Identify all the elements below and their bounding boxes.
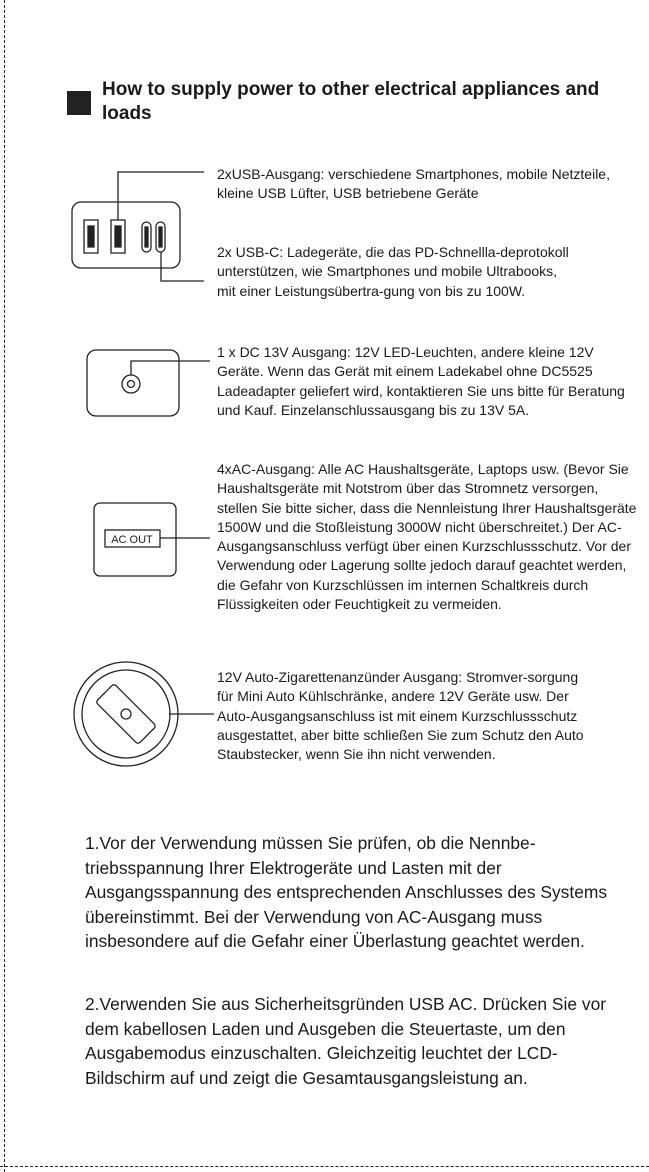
section-heading: How to supply power to other electrical appliances and loads — [102, 79, 600, 124]
car-socket-description: 12V Auto-Zigarettenanzünder Ausgang: Stromver-sorgung für Mini Auto Kühlschränke, andere 12V Geräte usw. Der Auto-Ausgangsanschluss ist mit einem Kurzschlussschutz ausgestattet, aber bitte schließen Sie zum Schutz den Auto Staubstecker, wenn Sie ihn nicht verwenden. — [217, 669, 584, 763]
note-paragraph-2: 2.Verwenden Sie aus Sicherheitsgründen USB AC. Drücken Sie vor dem kabellosen Laden und Ausgeben die Steuertaste, um den Ausgabemodus einzuschalten. Gleichzeitig leuchtet der LCD-Bildschirm auf und zeigt die Gesamtausgangsleistung an. — [85, 994, 607, 1088]
dc-panel-icon — [87, 350, 179, 416]
usb-a-description: 2xUSB-Ausgang: verschiedene Smartphones, mobile Netzteile, kleine USB Lüfter, USB betriebene Geräte — [217, 166, 610, 202]
usb-c-description: 2x USB-C: Ladegeräte, die das PD-Schnellla-deprotokoll unterstützen, wie Smartphones und mobile Ultrabooks, mit einer Leistungsübertra-gung von bis zu 100W. — [217, 244, 569, 299]
dc-port-icon — [122, 375, 140, 393]
car-socket-icon — [74, 662, 178, 766]
ac-out-label: AC OUT — [111, 534, 153, 546]
note-paragraph-1: 1.Vor der Verwendung müssen Sie prüfen, ob die Nennbe-triebsspannung Ihrer Elektrogeräte und Lasten mit der Ausgangsspannung des entsprechenden Anschlusses des Systems übereinstimmt. Bei der Verwendung von AC-Ausgang muss insbesondere auf die Gefahr einer Überlastung geachtet werden. — [85, 833, 608, 951]
dc-description: 1 x DC 13V Ausgang: 12V LED-Leuchten, andere kleine 12V Geräte. Wenn das Gerät mit einem Ladekabel ohne DC5525 Ladeadapter geliefert wird, kontaktieren Sie uns bitte für Beratung und Kauf. Einzelanschlussausgang bis zu 13V 5A. — [217, 344, 625, 418]
ac-description: 4xAC-Ausgang: Alle AC Haushaltsgeräte, Laptops usw. (Bevor Sie Haushaltsgeräte mit Notstrom über das Stromnetz versorgen, stellen Sie bitte sicher, dass die Nennleistung Ihrer Haushaltsgeräte 1500W und die Stoßleistung 3000W nicht überschreitet.) Der AC-Ausgangsanschluss verfügt über einen Kurzschlussschutz. Vor der Verwendung oder Lagerung sollte jedoch darauf geachtet werden, die Gefahr von Kurzschlüssen im internen Schaltkreis durch Flüssigkeiten oder Feuchtigkeit zu vermeiden. — [217, 461, 637, 613]
